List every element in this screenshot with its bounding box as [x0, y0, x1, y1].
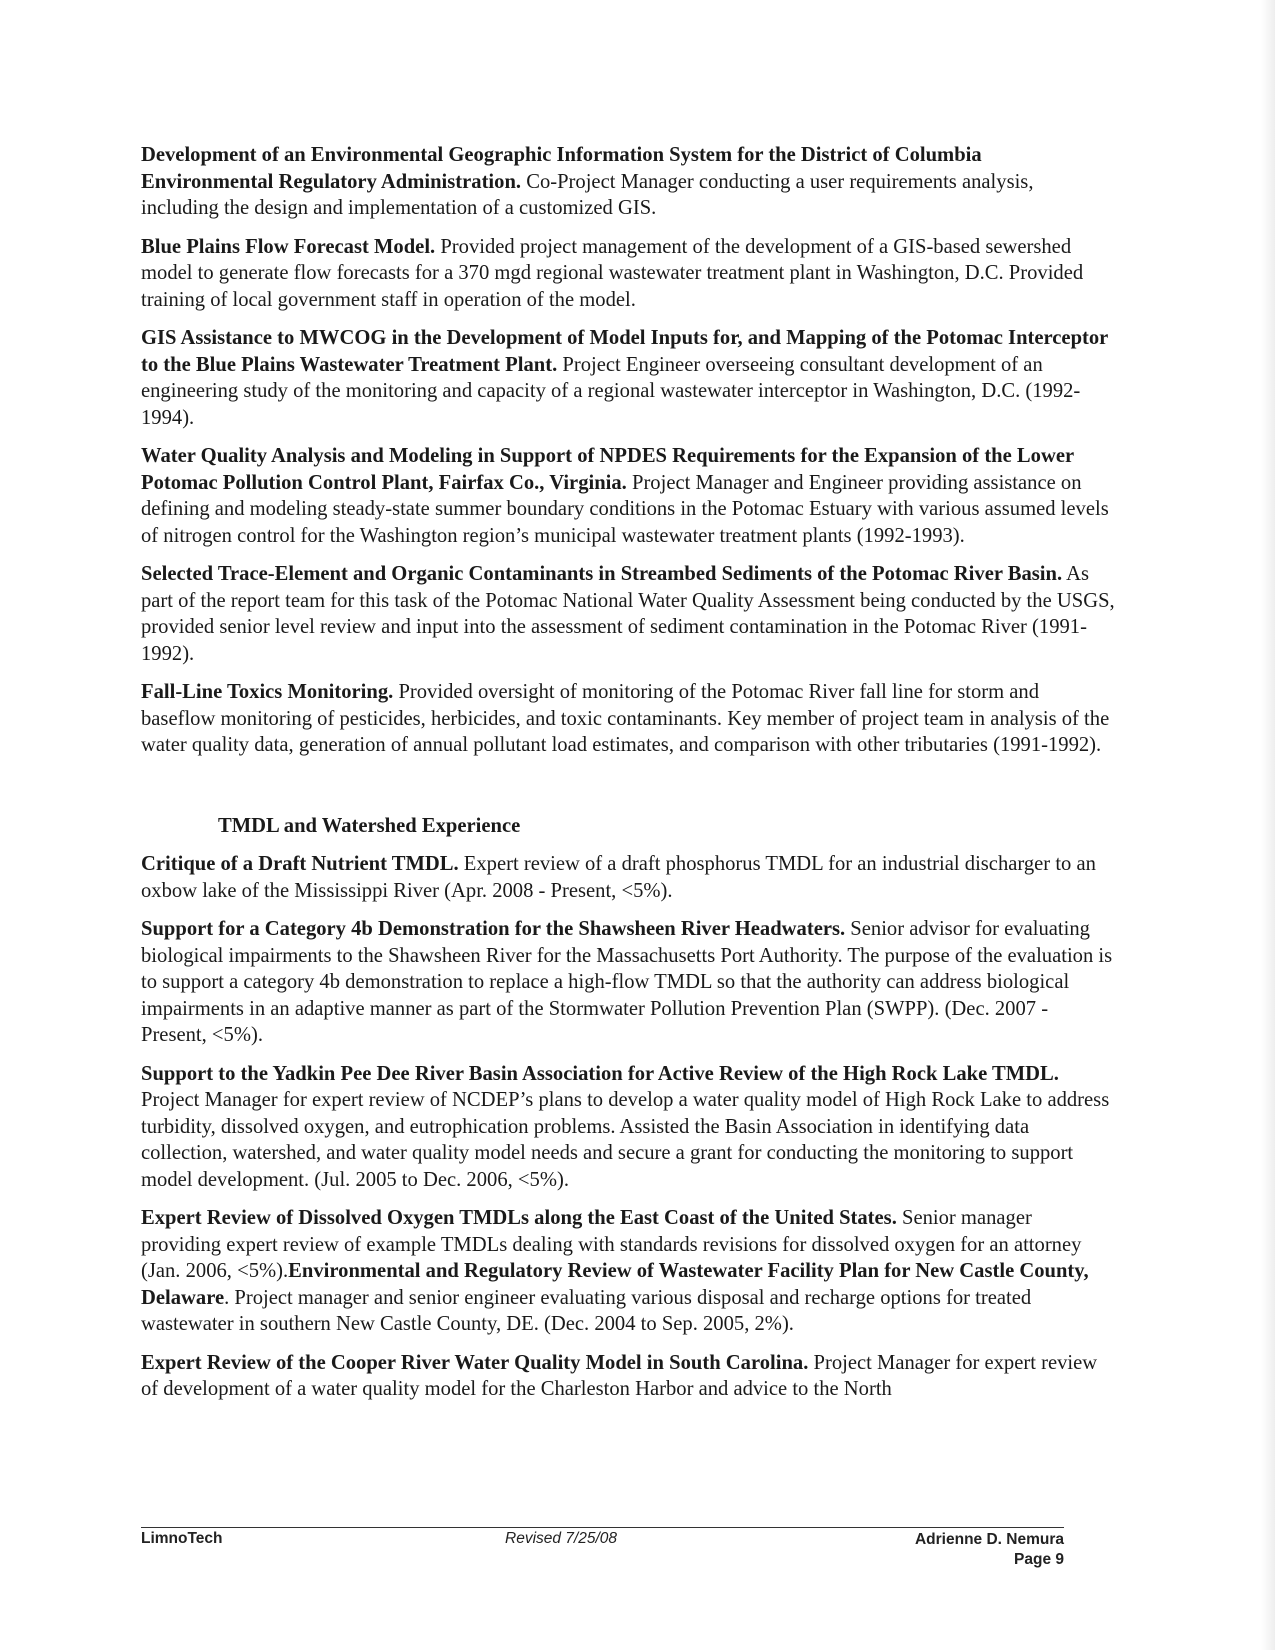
document-body	[141, 142, 1116, 1415]
project-description: As part of the report team for this task of the Potomac National Water Quality Assessment being conducted by the USGS, provided senior level review and input into the assessment of sediment contamination in the Potomac River (1991-1992).	[141, 563, 1115, 665]
project-title: Water Quality Analysis and Modeling in Support of NPDES Requirements for the Expansion of the Lower Potomac Pollution Control Plant, Fairfax Co., Virginia.	[141, 445, 1074, 494]
project-description: Senior manager providing expert review of example TMDLs dealing with standards revisions for dissolved oxygen for an attorney (Jan. 2006, <5%).	[141, 1207, 1082, 1282]
project-entry-blue-plains	[141, 234, 1116, 314]
project-description: Senior advisor for evaluating biological impairments to the Shawsheen River for the Massachusetts Port Authority. The purpose of the evaluation is to support a category 4b demonstration to replace a high-flow TMDL so that the authority can address biological impairments in an adaptive manner as part of the Stormwater Pollution Prevention Plan (SWPP). (Dec. 2007 - Present, <5%).	[141, 918, 1113, 1046]
project-entry-dissolved-oxygen	[141, 1205, 1116, 1338]
project-description: Provided project management of the development of a GIS-based sewershed model to generate flow forecasts for a 370 mgd regional wastewater treatment plant in Washington, D.C. Provided training of local government staff in operation of the model.	[141, 235, 1084, 311]
section-spacer	[141, 771, 1116, 813]
project-title: Support to the Yadkin Pee Dee River Basin Association for Active Review of the High Rock Lake TMDL.	[141, 1062, 1059, 1085]
project-title: Fall-Line Toxics Monitoring.	[141, 681, 394, 703]
project-entry-nutrient-tmdl	[141, 851, 1116, 904]
project-entry-trace-element	[141, 561, 1116, 667]
project-title: GIS Assistance to MWCOG in the Development of Model Inputs for, and Mapping of the Potomac Interceptor to the Blue Plains Wastewater Treatment Plant.	[141, 327, 1108, 376]
footer-page-number: Page 9	[1014, 1551, 1064, 1568]
project-entry-mwcog	[141, 325, 1116, 431]
project-description: Expert review of a draft phosphorus TMDL for an industrial discharger to an oxbow lake of the Mississippi River (Apr. 2008 - Present, <5%).	[141, 853, 1096, 902]
page-footer	[141, 1527, 1064, 1568]
project-title: Expert Review of Dissolved Oxygen TMDLs along the East Coast of the United States.	[141, 1207, 897, 1229]
project-description: Project Manager and Engineer providing assistance on defining and modeling steady-state summer boundary conditions in the Potomac Estuary with various assumed levels of nitrogen control for the Washington region’s municipal wastewater treatment plants (1992-1993).	[141, 471, 1109, 547]
footer-author: Adrienne D. Nemura	[914, 1531, 1064, 1548]
project-description: Co-Project Manager conducting a user requirements analysis, including the design and implementation of a customized GIS.	[141, 170, 1034, 219]
project-title: Blue Plains Flow Forecast Model.	[141, 235, 436, 258]
project-title: Expert Review of the Cooper River Water Quality Model in South Carolina.	[141, 1351, 809, 1374]
project-entry-fall-line	[141, 679, 1116, 759]
project-title: Support for a Category 4b Demonstration for the Shawsheen River Headwaters.	[141, 918, 846, 940]
project-description: Project Engineer overseeing consultant development of an engineering study of the monitoring and capacity of a regional wastewater interceptor in Washington, D.C. (1992-1994).	[141, 353, 1081, 429]
project-description: Provided oversight of monitoring of the Potomac River fall line for storm and baseflow monitoring of pesticides, herbicides, and toxic contaminants. Key member of project team in analysis of the water quality data, generation of annual pollutant load estimates, and comparison with other tributaries (1991-1992).	[141, 681, 1110, 756]
project-entry-shawsheen	[141, 916, 1116, 1049]
section-heading: TMDL and Watershed Experience	[218, 814, 521, 837]
scan-edge-shadow	[1261, 0, 1275, 1650]
project-title-2: Environmental and Regulatory Review of Wastewater Facility Plan for New Castle County, Delaware	[141, 1260, 1089, 1309]
project-entry-dc-gis	[141, 142, 1116, 222]
project-title: Development of an Environmental Geographic Information System for the District of Columbia Environmental Regulatory Administration.	[141, 144, 982, 193]
project-title: Selected Trace-Element and Organic Contaminants in Streambed Sediments of the Potomac River Basin.	[141, 563, 1063, 585]
project-description: Project Manager for expert review of development of a water quality model for the Charleston Harbor and advice to the North	[141, 1351, 1098, 1400]
project-title: Critique of a Draft Nutrient TMDL.	[141, 853, 459, 875]
project-description: Project Manager for expert review of NCDEP’s plans to develop a water quality model of High Rock Lake to address turbidity, dissolved oxygen, and eutrophication problems. Assisted the Basin Association in identifying data collection, watershed, and water quality model needs and secure a grant for conducting the monitoring to support model development. (Jul. 2005 to Dec. 2006, <5%).	[141, 1089, 1110, 1191]
footer-author-block	[915, 1530, 1064, 1570]
project-entry-cooper-river	[141, 1350, 1116, 1403]
footer-revised-date: Revised 7/25/08	[505, 1530, 618, 1547]
project-description-2: . Project manager and senior engineer evaluating various disposal and recharge options for treated wastewater in southern New Castle County, DE. (Dec. 2004 to Sep. 2005, 2%).	[141, 1286, 1032, 1335]
footer-company: LimnoTech	[141, 1530, 223, 1547]
project-entry-npdes	[141, 443, 1116, 549]
project-entry-yadkin	[141, 1061, 1116, 1194]
